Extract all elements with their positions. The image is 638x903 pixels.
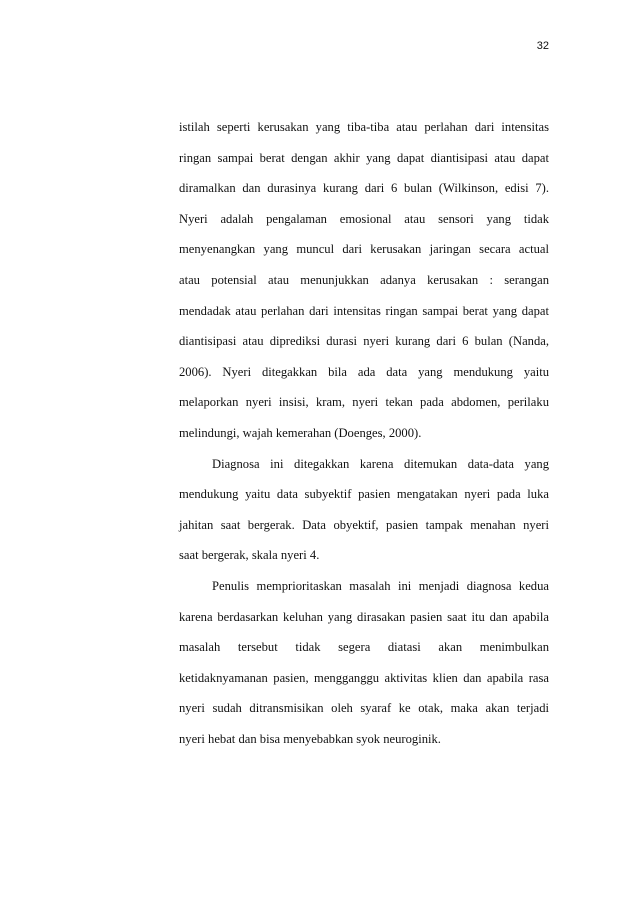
text-line: Nyeri adalah pengalaman emosional atau sensori yang tidak: [179, 211, 549, 226]
text-line: Penulis memprioritaskan masalah ini menjadi diagnosa kedua: [212, 578, 549, 593]
text-line: 2006). Nyeri ditegakkan bila ada data yang mendukung yaitu: [179, 364, 549, 379]
text-line: istilah seperti kerusakan yang tiba-tiba atau perlahan dari intensitas: [179, 120, 549, 134]
text-line: melindungi, wajah kemerahan (Doenges, 2000).: [179, 425, 422, 440]
text-line: nyeri hebat dan bisa menyebabkan syok neuroginik.: [179, 731, 441, 746]
text-line: diantisipasi atau diprediksi durasi nyeri kurang dari 6 bulan (Nanda,: [179, 334, 549, 349]
body-text: [179, 119, 549, 761]
text-line: menyenangkan yang muncul dari kerusakan jaringan secara actual: [179, 242, 549, 257]
text-line: Diagnosa ini ditegakkan karena ditemukan data-data yang: [212, 456, 549, 471]
text-line: mendukung yaitu data subyektif pasien mengatakan nyeri pada luka: [179, 487, 549, 502]
text-line: karena berdasarkan keluhan yang dirasakan pasien saat itu dan apabila: [179, 609, 549, 624]
text-line: atau potensial atau menunjukkan adanya kerusakan : serangan: [179, 272, 549, 287]
text-line: melaporkan nyeri insisi, kram, nyeri tekan pada abdomen, perilaku: [179, 395, 549, 410]
text-line: masalah tersebut tidak segera diatasi akan menimbulkan: [179, 640, 549, 655]
text-line: mendadak atau perlahan dari intensitas ringan sampai berat yang dapat: [179, 303, 549, 318]
page-number: 32: [536, 40, 549, 52]
text-line: saat bergerak, skala nyeri 4.: [179, 548, 320, 563]
text-line: nyeri sudah ditransmisikan oleh syaraf ke otak, maka akan terjadi: [179, 701, 549, 716]
text-line: diramalkan dan durasinya kurang dari 6 bulan (Wilkinson, edisi 7).: [179, 181, 549, 196]
text-line: jahitan saat bergerak. Data obyektif, pasien tampak menahan nyeri: [179, 517, 549, 532]
text-line: ringan sampai berat dengan akhir yang dapat diantisipasi atau dapat: [179, 150, 549, 165]
text-line: ketidaknyamanan pasien, mengganggu aktivitas klien dan apabila rasa: [179, 670, 549, 685]
